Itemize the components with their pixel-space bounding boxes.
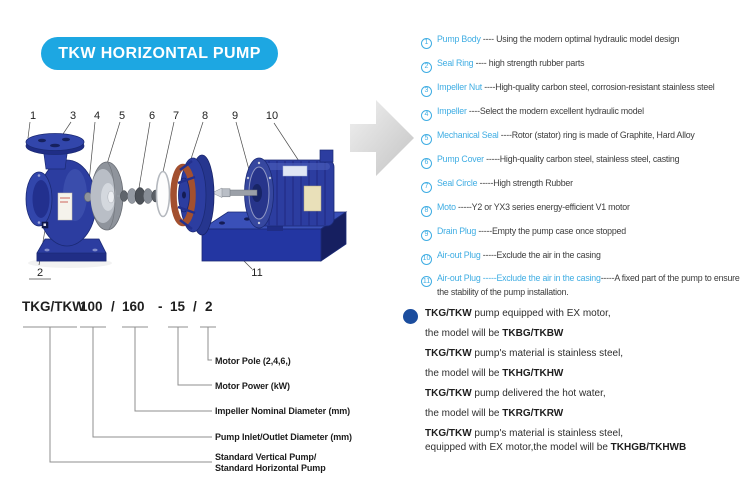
title-banner bbox=[41, 37, 278, 70]
top-flange bbox=[26, 134, 84, 155]
variant-line bbox=[425, 327, 745, 340]
variant-line bbox=[425, 367, 745, 380]
part-name: Seal Circle bbox=[437, 178, 478, 188]
part-number-badge: 11 bbox=[421, 276, 432, 287]
part-list-item bbox=[421, 153, 753, 169]
variant-text: pump's material is stainless steel, bbox=[471, 428, 624, 439]
model-code-token: 100 bbox=[80, 299, 103, 314]
callout-number: 3 bbox=[69, 110, 77, 122]
callout-number: 4 bbox=[93, 110, 101, 122]
seal-circle-ring bbox=[157, 172, 170, 217]
label-motor-power: Motor Power (kW) bbox=[215, 381, 290, 391]
variant-line bbox=[425, 441, 745, 454]
variant-text: pump delivered the hot water, bbox=[471, 388, 606, 399]
part-number-badge: 7 bbox=[421, 182, 432, 193]
part-number-badge: 6 bbox=[421, 158, 432, 169]
mechanical-seal-stack bbox=[117, 188, 161, 205]
part-name: Mechanical Seal bbox=[437, 130, 499, 140]
variant-line bbox=[425, 427, 745, 440]
model-code-token: - bbox=[158, 299, 163, 314]
part-name: Air-out Plug -----Exclude the air in the casing bbox=[437, 273, 601, 283]
part-description: -----Empty the pump case once stopped bbox=[476, 226, 626, 236]
part-number-badge: 2 bbox=[421, 62, 432, 73]
part-description: ---- high strength rubber parts bbox=[473, 58, 585, 68]
part-description: ----High-quality carbon steel, corrosion-resistant stainless steel bbox=[482, 82, 715, 92]
label-inlet-outlet: Pump Inlet/Outlet Diameter (mm) bbox=[215, 432, 352, 442]
part-name: Pump Cover bbox=[437, 154, 484, 164]
callout-number: 5 bbox=[118, 110, 126, 122]
variant-model-bold: TKG/TKW bbox=[425, 348, 472, 359]
callout-number: 1 bbox=[29, 110, 37, 122]
variant-model-bold: TKG/TKW bbox=[425, 428, 472, 439]
page-title: TKW HORIZONTAL PUMP bbox=[58, 44, 261, 62]
part-list-item bbox=[421, 33, 753, 49]
variant-text: pump's material is stainless steel, bbox=[471, 348, 624, 359]
callout-number: 9 bbox=[231, 110, 239, 122]
motor-nameplate bbox=[304, 186, 321, 211]
part-list-item bbox=[421, 249, 753, 265]
part-list-item bbox=[421, 57, 753, 73]
part-number-badge: 9 bbox=[421, 230, 432, 241]
part-list-item bbox=[421, 105, 753, 121]
part-name: Air-out Plug bbox=[437, 250, 481, 260]
part-description: -----A fixed part of the pump to ensure the stability of the pump installation. bbox=[437, 273, 740, 298]
model-code-token: 160 bbox=[122, 299, 145, 314]
callout-number: 6 bbox=[148, 110, 156, 122]
part-number-badge: 4 bbox=[421, 110, 432, 121]
part-description: -----High strength Rubber bbox=[477, 178, 573, 188]
part-number-badge: 8 bbox=[421, 206, 432, 217]
variant-model-bold: TKG/TKW bbox=[425, 388, 472, 399]
part-name: Impeller bbox=[437, 106, 467, 116]
part-description: -----Y2 or YX3 series energy-efficient V1 motor bbox=[455, 202, 630, 212]
part-list-item bbox=[421, 273, 753, 299]
part-description: ----Rotor (stator) ring is made of Graphite, Hard Alloy bbox=[498, 130, 695, 140]
part-number-badge: 5 bbox=[421, 134, 432, 145]
part-name: Pump Body bbox=[437, 34, 481, 44]
casing-label bbox=[58, 193, 72, 220]
variant-text: the model will be bbox=[425, 368, 503, 379]
model-code-token: 2 bbox=[205, 299, 213, 314]
variant-text: the model will be bbox=[425, 328, 503, 339]
bullet-icon bbox=[403, 309, 418, 324]
variant-code-bold: TKBG/TKBW bbox=[502, 328, 564, 339]
part-number-badge: 10 bbox=[421, 254, 432, 265]
part-number-badge: 1 bbox=[421, 38, 432, 49]
callout-number: 7 bbox=[172, 110, 180, 122]
pump-exploded-diagram bbox=[15, 103, 350, 293]
variant-model-bold: TKG/TKW bbox=[425, 308, 472, 319]
variant-line bbox=[425, 407, 745, 420]
part-list-item bbox=[421, 225, 753, 241]
variant-text: pump equipped with EX motor, bbox=[471, 308, 611, 319]
part-list-item bbox=[421, 81, 753, 97]
variant-text: equipped with EX motor,the model will be bbox=[425, 442, 611, 453]
variants-lines bbox=[425, 307, 745, 461]
part-name: Moto bbox=[437, 202, 456, 212]
part-number-badge: 3 bbox=[421, 86, 432, 97]
label-impeller-diameter: Impeller Nominal Diameter (mm) bbox=[215, 406, 351, 416]
callout-number: 10 bbox=[265, 110, 279, 122]
part-description: ---- Using the modern optimal hydraulic model design bbox=[480, 34, 680, 44]
part-list-item bbox=[421, 201, 753, 217]
label-motor-pole: Motor Pole (2,4,6,) bbox=[215, 356, 291, 366]
suction-flange bbox=[26, 172, 52, 226]
variant-code-bold: TKHGB/TKHWB bbox=[610, 442, 687, 453]
part-name: Drain Plug bbox=[437, 226, 477, 236]
callout-number: 8 bbox=[201, 110, 209, 122]
part-list-item bbox=[421, 177, 753, 193]
callout-number: 2 bbox=[36, 267, 44, 279]
variant-line bbox=[425, 387, 745, 400]
part-name: Impeller Nut bbox=[437, 82, 483, 92]
label-standard-pump bbox=[215, 452, 326, 474]
variant-text: the model will be bbox=[425, 408, 503, 419]
part-name: Seal Ring bbox=[437, 58, 474, 68]
parts-list bbox=[421, 33, 753, 307]
variant-code-bold: TKHG/TKHW bbox=[502, 368, 564, 379]
label-standard-line2: Standard Horizontal Pump bbox=[215, 463, 326, 473]
terminal-box bbox=[320, 150, 333, 162]
model-code-token: TKG/TKW bbox=[22, 299, 85, 314]
right-arrow-icon bbox=[350, 96, 416, 180]
label-standard-line1: Standard Vertical Pump/ bbox=[215, 452, 317, 462]
variant-line bbox=[425, 307, 745, 320]
callout-number: 11 bbox=[251, 267, 263, 279]
part-description: -----High-quality carbon steel, stainless steel, casting bbox=[483, 154, 680, 164]
model-code-connector-lines bbox=[0, 295, 230, 480]
part-list-item bbox=[421, 129, 753, 145]
part-description: ----Select the modern excellent hydraulic model bbox=[466, 106, 644, 116]
motor-top-sticker bbox=[283, 166, 307, 176]
model-code-token: 15 bbox=[170, 299, 186, 314]
pump-cover bbox=[174, 155, 215, 235]
model-code-token: / bbox=[111, 299, 115, 314]
model-code-token: / bbox=[193, 299, 197, 314]
part-description: -----Exclude the air in the casing bbox=[480, 250, 601, 260]
variant-line bbox=[425, 347, 745, 360]
variant-code-bold: TKRG/TKRW bbox=[502, 408, 564, 419]
